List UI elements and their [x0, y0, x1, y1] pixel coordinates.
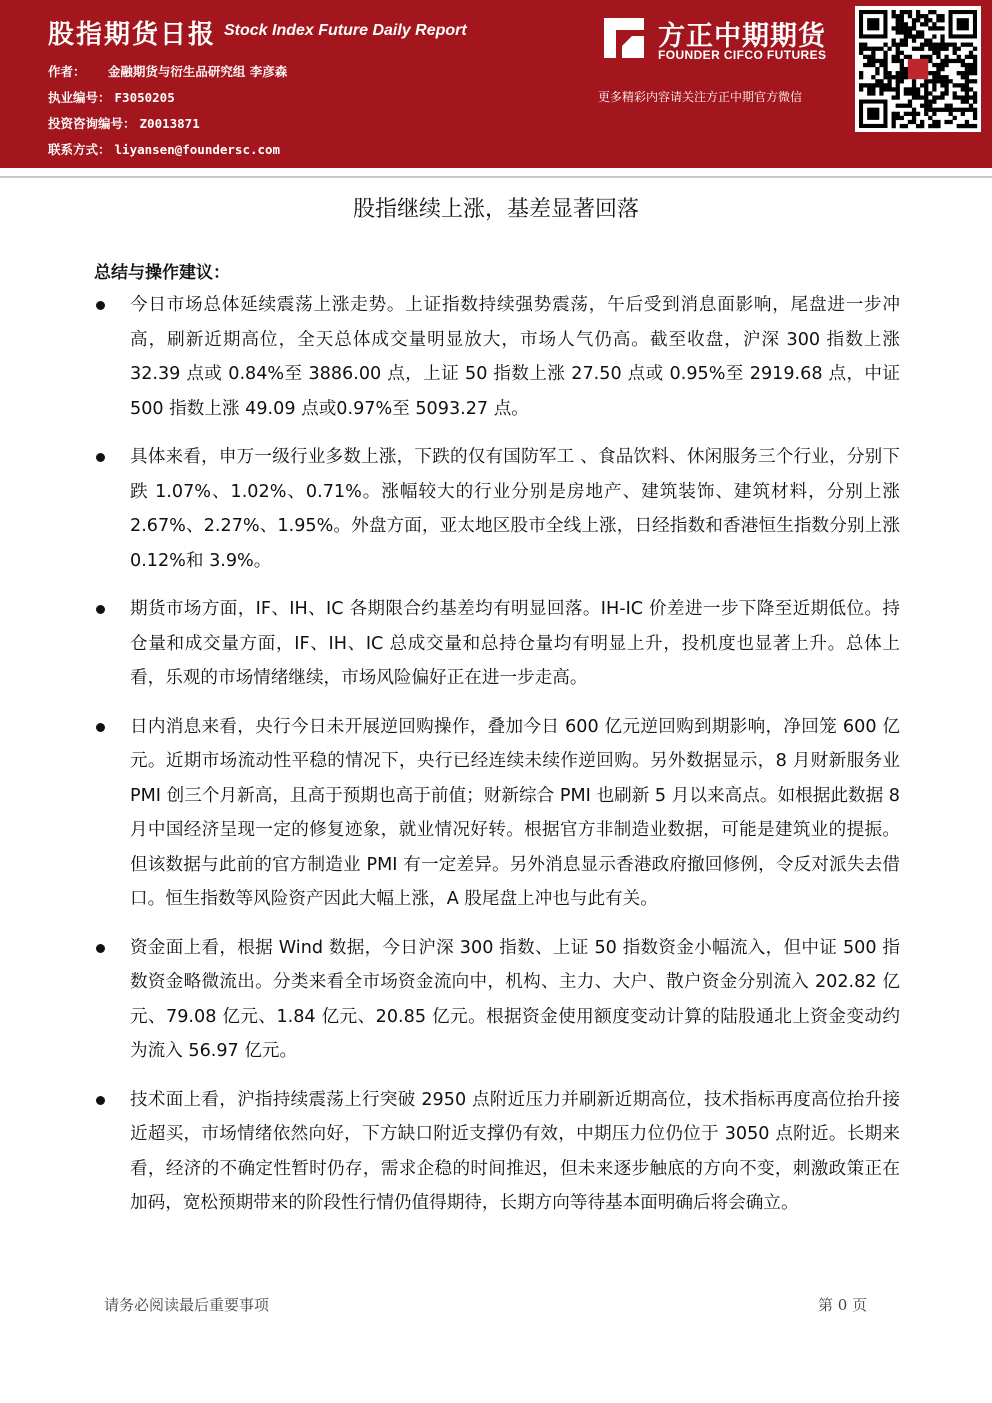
bullet-dot-icon — [96, 1096, 105, 1105]
section-heading: 总结与操作建议： — [94, 263, 230, 283]
page-number: 第 0 页 — [818, 1296, 868, 1314]
wechat-qr-code[interactable] — [855, 6, 981, 132]
consult-line — [48, 114, 200, 132]
list-item — [94, 931, 900, 1069]
report-header — [0, 0, 992, 168]
document-title: 股指继续上涨，基差显著回落 — [352, 197, 639, 222]
contact-value[interactable]: liyansen@foundersc.com — [114, 142, 281, 157]
license-value: F3050205 — [114, 90, 175, 105]
bullet-text: 今日市场总体延续震荡上涨走势。上证指数持续强势震荡，午后受到消息面影响，尾盘进一步冲高，刷新近期高位，全天总体成交量明显放大，市场人气仍高。截至收盘，沪深 300 指数上涨 32.39 点或 0.84%至 3886.00 点，上证 50 指数上涨 27.50 点或 0.95%至 2919.68 点，中证 500 指数上涨 49.09 点或0.97%至 5093.27 点。 — [130, 295, 900, 419]
list-item — [94, 1083, 900, 1221]
bullet-text: 期货市场方面，IF、IH、IC 各期限合约基差均有明显回落。IH-IC 价差进一步下降至近期低位。持仓量和成交量方面，IF、IH、IC 总成交量和总持仓量均有明显上升，投机度也显著上升。总体上看，乐观的市场情绪继续，市场风险偏好正在进一步走高。 — [130, 599, 900, 688]
list-item — [94, 592, 900, 696]
list-item — [94, 440, 900, 578]
logo-text-cn: 方正中期期货 — [658, 21, 826, 52]
bullet-dot-icon — [96, 453, 105, 462]
footer-disclaimer: 请务必阅读最后重要事项 — [104, 1296, 270, 1314]
qr-code-icon — [855, 6, 981, 132]
header-divider — [0, 176, 992, 178]
company-logo — [600, 14, 852, 66]
bullet-dot-icon — [96, 605, 105, 614]
bullet-text: 日内消息来看，央行今日未开展逆回购操作，叠加今日 600 亿元逆回购到期影响，净回笼 600 亿元。近期市场流动性平稳的情况下，央行已经连续未续作逆回购。另外数据显示，8 月财新服务业 PMI 创三个月新高，且高于预期也高于前值；财新综合 PMI 也刷新 5 月以来高点。如根据此数据 8 月中国经济呈现一定的修复迹象，就业情况好转。根据官方非制造业数据，可能是建筑业的提振。但该数据与此前的官方制造业 PMI 有一定差异。另外消息显示香港政府撤回修例，令反对派失去借口。恒生指数等风险资产因此大幅上涨，A 股尾盘上冲也与此有关。 — [130, 716, 900, 909]
author-label: 作者： — [48, 64, 86, 79]
bullet-text: 技术面上看，沪指持续震荡上行突破 2950 点附近压力并刷新近期高位，技术指标再度高位抬升接近超买，市场情绪依然向好，下方缺口附近支撑仍有效，中期压力位仍位于 3050 点附近。长期来看，经济的不确定性暂时仍存，需求企稳的时间推迟，但未来逐步触底的方向不变，刺激政策正在加码，宽松预期带来的阶段性行情仍值得期待，长期方向等待基本面明确后将会确立。 — [130, 1089, 900, 1213]
bullet-dot-icon — [96, 723, 105, 732]
wechat-tip: 更多精彩内容请关注方正中期官方微信 — [598, 90, 803, 104]
bullet-dot-icon — [96, 944, 105, 953]
license-line — [48, 88, 175, 106]
logo-text-en: FOUNDER CIFCO FUTURES — [658, 48, 827, 62]
founder-logo-icon — [600, 14, 648, 62]
consult-value: Z0013871 — [139, 116, 200, 131]
consult-label: 投资咨询编号： — [48, 116, 136, 131]
contact-label: 联系方式： — [48, 142, 111, 157]
bullet-text: 资金面上看，根据 Wind 数据，今日沪深 300 指数、上证 50 指数资金小幅流入，但中证 500 指数资金略微流出。分类来看全市场资金流向中，机构、主力、大户、散户资金分别流入 202.82 亿元、79.08 亿元、1.84 亿元、20.85 亿元。根据资金使用额度变动计算的陆股通北上资金变动约为流入 56.97 亿元。 — [130, 937, 900, 1061]
contact-line — [48, 140, 280, 158]
report-title-en: Stock Index Future Daily Report — [224, 22, 467, 39]
list-item — [94, 710, 900, 917]
license-label: 执业编号： — [48, 90, 111, 105]
report-title-cn: 股指期货日报 — [48, 20, 217, 50]
list-item — [94, 288, 900, 426]
bullet-text: 具体来看，申万一级行业多数上涨，下跌的仅有国防军工 、食品饮料、休闲服务三个行业，分别下跌 1.07%、1.02%、0.71%。涨幅较大的行业分别是房地产、建筑装饰、建筑材料，分别上涨 2.67%、2.27%、1.95%。外盘方面，亚太地区股市全线上涨，日经指数和香港恒生指数分别上涨 0.12%和 3.9%。 — [130, 447, 900, 571]
author-line — [48, 62, 287, 80]
author-value: 金融期货与衍生品研究组 李彦森 — [107, 64, 288, 79]
bullet-dot-icon — [96, 301, 105, 310]
summary-list — [94, 288, 900, 1235]
